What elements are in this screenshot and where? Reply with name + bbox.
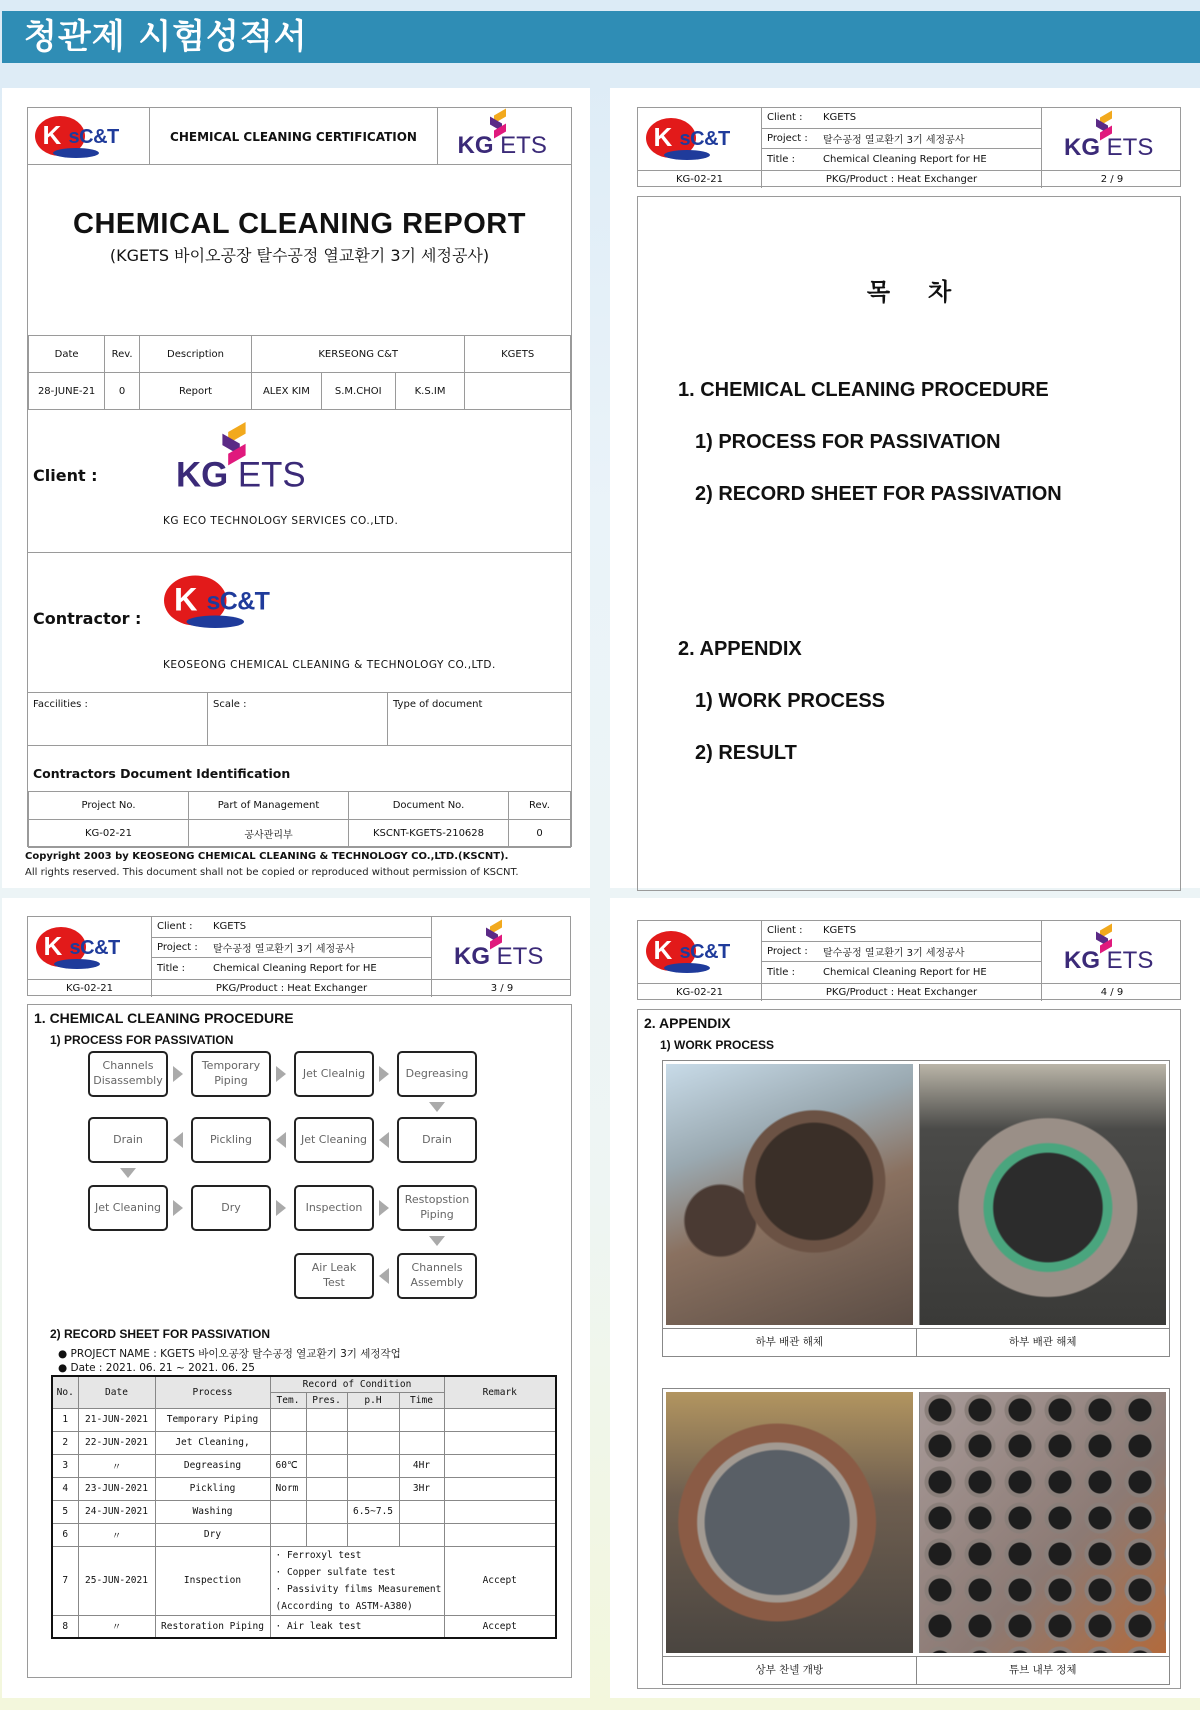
subsection-heading: 1) WORK PROCESS (660, 1038, 775, 1052)
photo-caption: 하부 배관 해체 (916, 1329, 1170, 1356)
rights-notice: All rights reserved. This document shall not be copied or reproduced without permission of KSCNT. (25, 867, 519, 878)
report-page-4 (610, 898, 1200, 1698)
arrow-left-icon (276, 1132, 286, 1148)
report-page-2 (610, 88, 1200, 888)
flow-step: Pickling (191, 1117, 271, 1163)
toc-item: 1) PROCESS FOR PASSIVATION (695, 431, 1001, 453)
arrow-right-icon (379, 1200, 389, 1216)
arrow-down-icon (120, 1168, 136, 1178)
facilities-label: Faccilities : (28, 693, 208, 746)
contractor-label: Contractor : (33, 609, 142, 628)
page-number: 3 / 9 (490, 983, 514, 994)
page-header: K sC&T Client : KGETS Project : 탈수공정 열교환기 3기 세정공사 Title : Chemical Cleaning Report for HE KG ETS KG-02-21 PKG/Product : Heat Exchanger 2 / 9 (637, 107, 1181, 187)
table-row: 2 22-JUN-2021 Jet Cleaning, (52, 1431, 556, 1454)
kscnt-logo: K sC&T (35, 114, 143, 160)
flow-step: Drain (88, 1117, 168, 1163)
toc-item: 2. APPENDIX (678, 638, 802, 660)
photo-tube-inside (919, 1392, 1167, 1653)
arrow-right-icon (379, 1066, 389, 1082)
section-heading: 1. CHEMICAL CLEANING PROCEDURE (34, 1010, 294, 1026)
arrow-left-icon (379, 1268, 389, 1284)
kscnt-logo: K sC&T (646, 116, 754, 162)
flow-step: Jet Clealnig (294, 1051, 374, 1097)
toc-title: 목차 (866, 278, 990, 306)
client-company-name: KG ECO TECHNOLOGY SERVICES CO.,LTD. (163, 515, 399, 527)
document-type-label: Type of document (393, 699, 483, 710)
flow-step: Inspection (294, 1185, 374, 1231)
flow-step: Channels Assembly (397, 1253, 477, 1299)
copyright-notice: Copyright 2003 by KEOSEONG CHEMICAL CLEANING & TECHNOLOGY CO.,LTD.(KSCNT). (25, 851, 509, 862)
flow-step: Drain (397, 1117, 477, 1163)
facilities-row (28, 693, 571, 746)
arrow-right-icon (276, 1066, 286, 1082)
contractor-section (28, 553, 571, 693)
cover-header (28, 108, 571, 165)
procedure-box (27, 1004, 572, 1678)
contractor-logo: K sC&T (164, 573, 299, 631)
project-number: KG-02-21 (28, 980, 152, 997)
subsection-heading: 1) PROCESS FOR PASSIVATION (50, 1033, 234, 1047)
flow-step: Degreasing (397, 1051, 477, 1097)
project-number: KG-02-21 (638, 171, 762, 188)
arrow-left-icon (173, 1132, 183, 1148)
flow-step: Jet Cleaning (88, 1185, 168, 1231)
product-label: PKG/Product : Heat Exchanger (152, 980, 432, 997)
photo-lower-piping-valve (666, 1064, 913, 1325)
product-label: PKG/Product : Heat Exchanger (762, 984, 1042, 1001)
photo-caption: 하부 배관 해체 (755, 1336, 824, 1348)
toc-item: 1. CHEMICAL CLEANING PROCEDURE (678, 379, 1049, 401)
date-range-line: ● Date : 2021. 06. 21 ~ 2021. 06. 25 (58, 1362, 255, 1374)
project-name-line: ● PROJECT NAME : KGETS 바이오공장 탈수공정 열교환기 3기 세정작업 (58, 1348, 401, 1360)
arrow-right-icon (173, 1200, 183, 1216)
photo-caption: 튜브 내부 정체 (916, 1657, 1170, 1684)
section-heading: 2. APPENDIX (644, 1015, 731, 1031)
arrow-left-icon (379, 1132, 389, 1148)
arrow-down-icon (429, 1102, 445, 1112)
flow-step: Air Leak Test (294, 1253, 374, 1299)
page-number: 2 / 9 (1100, 174, 1124, 185)
arrow-right-icon (173, 1066, 183, 1082)
arrow-down-icon (429, 1236, 445, 1246)
client-section (28, 409, 571, 553)
kscnt-logo: K sC&T (646, 929, 754, 975)
kgets-logo: KG ETS (1064, 114, 1160, 164)
report-page-1 (2, 88, 590, 888)
photo-grid-top (662, 1060, 1170, 1357)
cover-sheet (27, 107, 572, 847)
flow-step: Temporary Piping (191, 1051, 271, 1097)
table-row: 5 24-JUN-2021 Washing 6.5~7.5 (52, 1500, 556, 1523)
kgets-logo: KG ETS (454, 923, 550, 973)
photo-upper-channel-open (666, 1392, 913, 1653)
page-banner-title: 청관제 시험성적서 (2, 11, 1200, 63)
kgets-logo: KG ETS (458, 112, 554, 162)
photo-caption: 상부 찬넬 개방 (755, 1664, 824, 1676)
table-row: 1 21-JUN-2021 Temporary Piping (52, 1408, 556, 1431)
kgets-logo: KG ETS (1064, 927, 1160, 977)
arrow-right-icon (276, 1200, 286, 1216)
flow-step: Dry (191, 1185, 271, 1231)
page-header: K sC&T Client : KGETS Project : 탈수공정 열교환기 3기 세정공사 Title : Chemical Cleaning Report for HE KG ETS KG-02-21 PKG/Product : Heat Exchanger 4 / 9 (637, 920, 1181, 1000)
contractor-company-name: KEOSEONG CHEMICAL CLEANING & TECHNOLOGY CO.,LTD. (163, 659, 496, 671)
document-identification-heading: Contractors Document Identification (33, 766, 291, 781)
client-label: Client : (33, 466, 98, 485)
table-row: 7 25-JUN-2021 Inspection · Ferroxyl test · Copper sulfate test · Passivity films Measurement (According to ASTM-A380) Accept (52, 1546, 556, 1615)
record-sheet-table: No. Date Process Record of Condition Remark Tem. Pres. p.H Time 1 21-JUN-2021 Temporary Piping 2 22-JUN-2021 Jet Cleaning, 3 〃 Degreasing 60℃ 4Hr 4 23-JUN-2021 Pickling Norm 3Hr 5 24-JUN-2021 Washing 6.5~7.5 6 〃 Dry 7 25-JUN-2021 Inspection · Ferroxyl test · Copper sulfate test · Passivity films Measurement (According to ASTM-A380) Accept 8 〃 Restoration Piping · Air leak test Accept (51, 1375, 557, 1639)
report-subtitle: (KGETS 바이오공장 탈수공정 열교환기 3기 세정공사) (109, 246, 490, 265)
scale-label: Scale : (208, 693, 388, 746)
appendix-box (637, 1009, 1181, 1689)
client-logo: KG ETS (176, 427, 315, 500)
table-row: 4 23-JUN-2021 Pickling Norm 3Hr (52, 1477, 556, 1500)
signature-table: Date Rev. Description KERSEONG C&T KGETS 28-JUNE-21 0 Report ALEX KIM S.M.CHOI K.S.IM (28, 335, 571, 410)
table-of-contents (637, 196, 1181, 891)
page-header: K sC&T Client : KGETS Project : 탈수공정 열교환기 3기 세정공사 Title : Chemical Cleaning Report for HE KG ETS KG-02-21 PKG/Product : Heat Exchanger 3 / 9 (27, 916, 571, 996)
table-row: 3 〃 Degreasing 60℃ 4Hr (52, 1454, 556, 1477)
table-row: 8 〃 Restoration Piping · Air leak test Accept (52, 1615, 556, 1638)
toc-item: 1) WORK PROCESS (695, 690, 886, 712)
toc-item: 2) RESULT (695, 742, 797, 764)
document-id-table: Project No. Part of Management Document No. Rev. KG-02-21 공사관리부 KSCNT-KGETS-210628 0 (28, 791, 571, 848)
table-row: 6 〃 Dry (52, 1523, 556, 1546)
report-title: CHEMICAL CLEANING REPORT (73, 208, 526, 240)
flow-step: Jet Cleaning (294, 1117, 374, 1163)
project-number: KG-02-21 (638, 984, 762, 1001)
flow-step: Channels Disassembly (88, 1051, 168, 1097)
page-number: 4 / 9 (1100, 987, 1124, 998)
kscnt-logo: K sC&T (36, 925, 144, 971)
flow-step: Restopstion Piping (397, 1185, 477, 1231)
photo-lower-piping-flange (919, 1064, 1167, 1325)
certification-label: CHEMICAL CLEANING CERTIFICATION (150, 108, 438, 165)
subsection-heading: 2) RECORD SHEET FOR PASSIVATION (50, 1327, 271, 1341)
toc-item: 2) RECORD SHEET FOR PASSIVATION (695, 483, 1062, 505)
report-page-3 (2, 898, 590, 1698)
product-label: PKG/Product : Heat Exchanger (762, 171, 1042, 188)
photo-grid-bottom (662, 1388, 1170, 1685)
